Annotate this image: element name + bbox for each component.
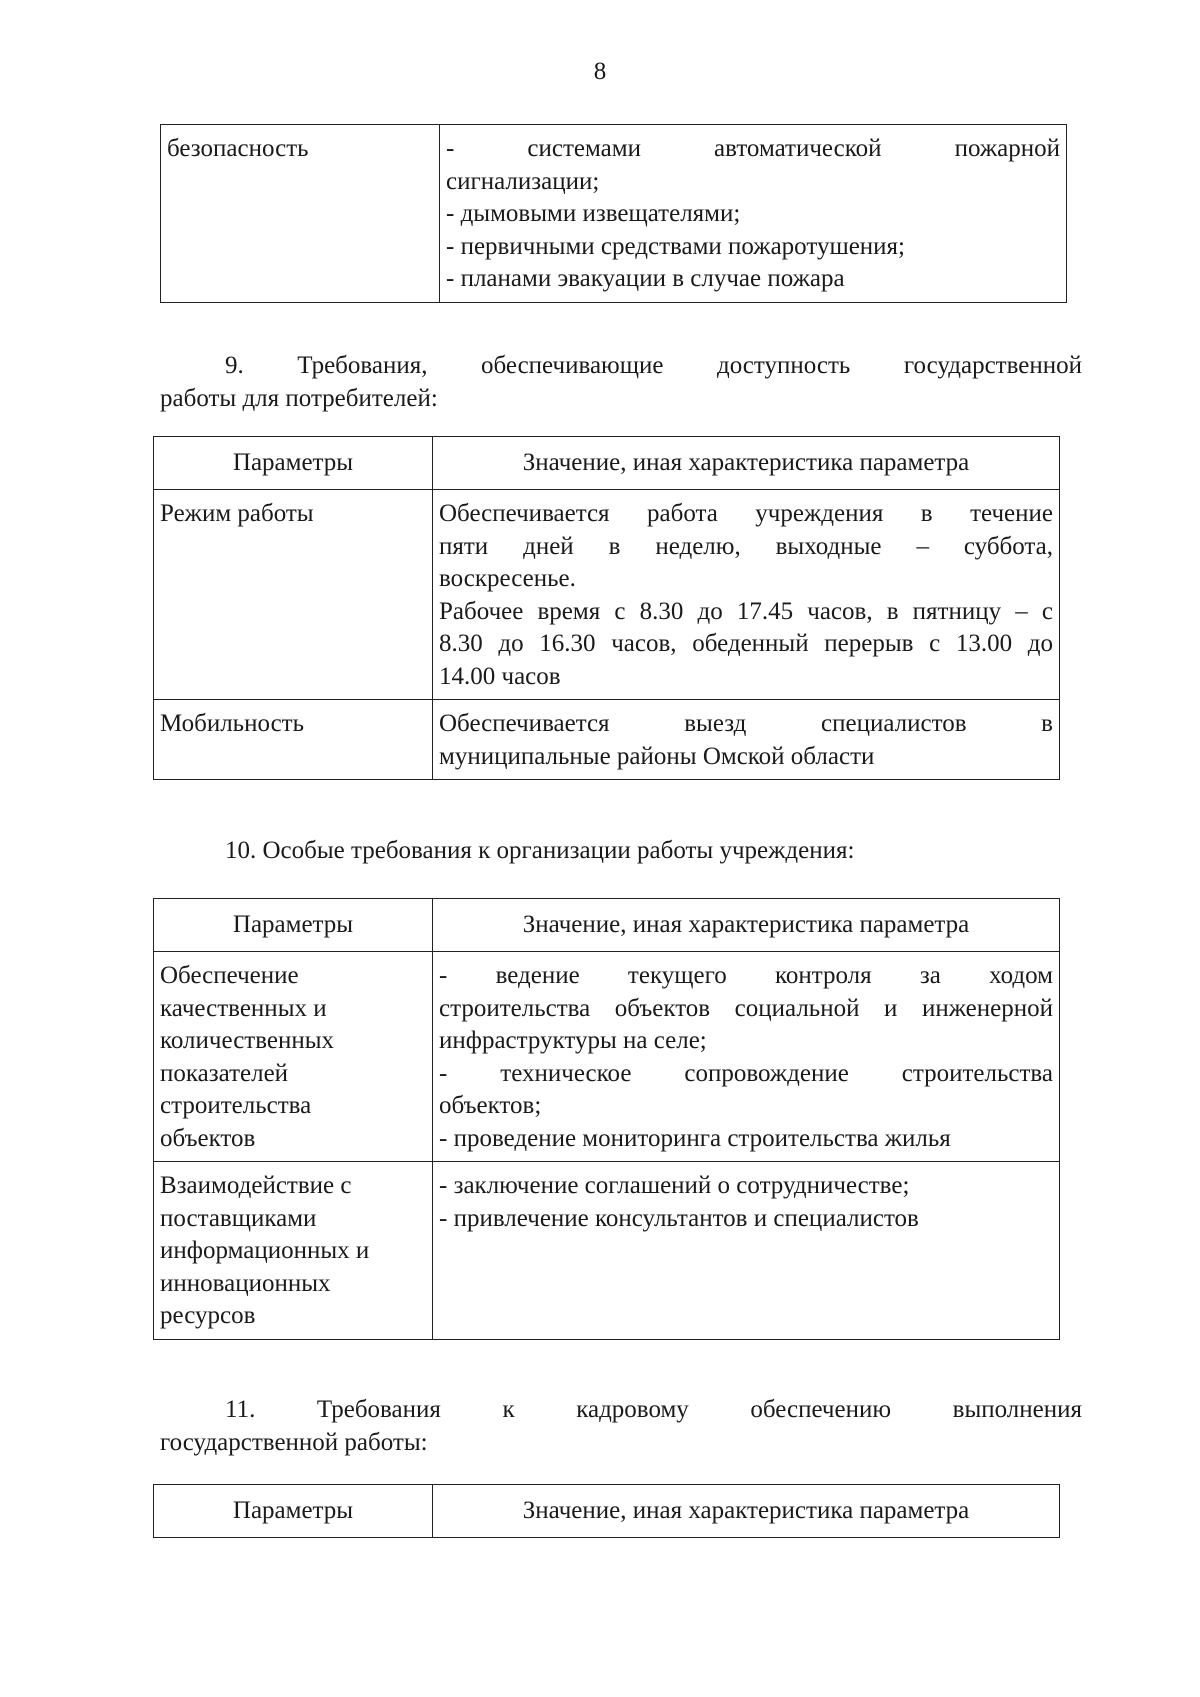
param-label: Мобильность (160, 710, 305, 737)
param-line: информационных и (160, 1237, 370, 1264)
param-line: инновационных (160, 1269, 331, 1297)
param-line: Взаимодействие с (160, 1172, 352, 1199)
table-row (154, 490, 1060, 700)
special-requirements-table (153, 898, 1060, 1340)
value-line: - заключение соглашений о сотрудничестве; (439, 1172, 910, 1199)
value-line: строительства объектов социальной и инженерной (439, 994, 1053, 1022)
value-line: - техническое сопровождение строительства (439, 1059, 1053, 1087)
value-line: Обеспечивается выезд специалистов в (439, 710, 1053, 737)
param-line: количественных (160, 1027, 335, 1054)
value-line: муниципальные районы Омской области (439, 742, 875, 770)
value-line: инфраструктуры на селе; (439, 1027, 707, 1054)
param-line: Обеспечение (160, 962, 299, 989)
table-row (154, 700, 1060, 780)
value-line: - планами эвакуации в случае пожара (446, 265, 845, 292)
heading-line: 9. Требования, обеспечивающие доступность государственной (225, 352, 1082, 379)
header-param: Параметры (154, 1485, 433, 1538)
value-cell (433, 952, 1060, 1162)
section-9-heading (160, 350, 1082, 415)
fire-safety-table (160, 124, 1067, 303)
page-number: 8 (593, 58, 607, 85)
param-label: безопасность (167, 135, 309, 162)
heading-line: государственной работы: (160, 1428, 428, 1456)
header-param: Параметры (154, 437, 433, 490)
value-cell (433, 700, 1060, 780)
staffing-table (153, 1484, 1060, 1538)
value-line: - системами автоматической пожарной (446, 135, 1060, 162)
value-line: - проведение мониторинга строительства жилья (439, 1124, 951, 1152)
param-line: показателей (160, 1059, 289, 1087)
param-label: Режим работы (160, 500, 314, 527)
value-line: сигнализации; (446, 167, 600, 195)
param-cell (154, 700, 433, 780)
availability-table (153, 436, 1060, 780)
header-value: Значение, иная характеристика параметра (433, 899, 1060, 952)
param-line: строительства (160, 1092, 312, 1119)
param-line: объектов (160, 1124, 256, 1152)
table-header-row (154, 437, 1060, 490)
param-line: поставщиками (160, 1204, 317, 1232)
value-cell (433, 1162, 1060, 1340)
param-cell (154, 952, 433, 1162)
value-line: - привлечение консультантов и специалистов (439, 1204, 919, 1232)
header-param: Параметры (154, 899, 433, 952)
value-line: - ведение текущего контроля за ходом (439, 962, 1053, 989)
value-cell (433, 490, 1060, 700)
value-line: 8.30 до 16.30 часов, обеденный перерыв с 13.00 до (439, 630, 1053, 657)
heading-line: 10. Особые требования к организации работы учреждения: (225, 837, 855, 864)
value-line: воскресенье. (439, 565, 576, 592)
header-value: Значение, иная характеристика параметра (433, 437, 1060, 490)
heading-line: 11. Требования к кадровому обеспечению выполнения (225, 1396, 1082, 1423)
value-line: Обеспечивается работа учреждения в течение (439, 500, 1053, 527)
param-cell (154, 1162, 433, 1340)
value-line: - первичными средствами пожаротушения; (446, 232, 905, 260)
value-line: пяти дней в неделю, выходные – суббота, (439, 532, 1053, 560)
table-header-row (154, 899, 1060, 952)
value-line: объектов; (439, 1092, 542, 1119)
table-header-row (154, 1485, 1060, 1538)
section-11-heading (160, 1394, 1082, 1459)
value-line: 14.00 часов (439, 662, 561, 690)
value-line: Рабочее время с 8.30 до 17.45 часов, в пятницу – с (439, 597, 1053, 625)
param-cell (154, 490, 433, 700)
value-cell (440, 125, 1067, 303)
param-line: качественных и (160, 994, 327, 1022)
table-row (154, 952, 1060, 1162)
section-10-heading (160, 835, 1082, 868)
value-line: - дымовыми извещателями; (446, 200, 741, 227)
table-row (161, 125, 1067, 303)
heading-line: работы для потребителей: (160, 384, 438, 412)
table-row (154, 1162, 1060, 1340)
header-value: Значение, иная характеристика параметра (433, 1485, 1060, 1538)
param-cell (161, 125, 440, 303)
param-line: ресурсов (160, 1302, 256, 1329)
